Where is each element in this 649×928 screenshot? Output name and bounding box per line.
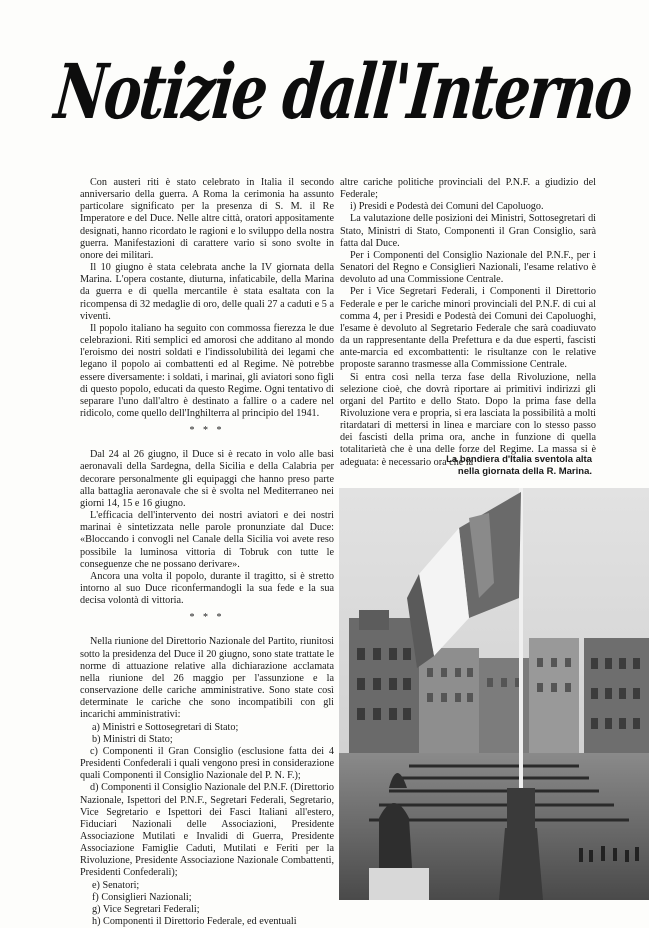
paragraph: altre cariche politiche provinciali del P.N.F. a giudizio del Federale;	[340, 177, 596, 201]
paragraph: Per i Componenti del Consiglio Nazionale del P.N.F., per i Senatori del Regno e Consiglieri Nazionali, l'esame relativo è devoluto ad una Commissione Centrale.	[340, 249, 596, 286]
list-item: g) Vice Segretari Federali;	[92, 903, 200, 915]
right-building	[584, 638, 649, 768]
photo-caption	[400, 454, 592, 477]
paragraph: L'efficacia dell'intervento dei nostri aviatori e dei nostri marinai è sintetizzata nelle parole pronunziate dal Duce: «Bloccando i convogli nel Canale della Sicilia voi avete reso possibile la luminosa vittoria di Tobruk con tutte le conseguenze che ne possano derivare».	[80, 510, 334, 570]
list-item: h) Componenti il Direttorio Federale, ed eventuali	[92, 916, 297, 928]
list-item: b) Ministri di Stato;	[92, 733, 173, 745]
section-separator: * * *	[189, 425, 225, 437]
paragraph: Dal 24 al 26 giugno, il Duce si è recato in volo alle basi aeronavali della Sardegna, della Sicilia e della Calabria per decorare personalmente gli equipaggi che hanno preso parte alla battaglia aeronavale che si è svolta nel Mediterraneo nei giorni 14, 15 e 16 giugno.	[80, 449, 334, 509]
paragraph: Il popolo italiano ha seguito con commossa fierezza le due celebrazioni. Riti semplici ed amorosi che additano al mondo l'eroismo dei nostri soldati e l'indissolubilità dei legami che legano il popolo ai combattenti ed al Regime. Nè potrebbe essere diversamente: i soldati, i marinai, gli aviatori sono figli di questo popolo, educati da questo Regime. Ogni tentativo di separare l'uno dall'altro è destinato a fallire o a cadere nel ridicolo, come quello dell'Inghilterra al principio del 1941.	[80, 322, 334, 419]
left-building	[349, 610, 419, 758]
paragraph: Ancora una volta il popolo, durante il tragitto, si è stretto intorno al suo Duce riconfermandogli la sua fede e la sua decisa volontà di vittoria.	[80, 570, 334, 607]
paragraph: Per i Vice Segretari Federali, i Componenti il Direttorio Federale e per le cariche minori provinciali del P.N.F. di cui al comma 4, per i Presidi e Podestà dei Comuni dei Capoluoghi, l'esame è devoluto al Segretario Federale che sarà coadiuvato da un rappresentante della Prefettura e da due esperti, fascisti ante-marcia ed excombattenti: le risultanze con le relative proposte saranno trasmesse alla Commissione Centrale.	[340, 286, 596, 371]
paragraph: Con austeri riti è stato celebrato in Italia il secondo anniversario della guerra. A Roma la cerimonia ha assunto particolare significato per la presenza di S. M. il Re Imperatore e del Duce. Nelle altre città, oratori appositamente designati, hanno ricordato le ragioni e lo sviluppo della nostra guerra. Manifestazioni di carattere vario si sono svolte in onore dei militari.	[80, 177, 334, 261]
list-item: d) Componenti il Consiglio Nazionale del P.N.F. (Direttorio Nazionale, Ispettori del P.N.F., Segretari Federali, Segretario, Vice Segretario e Ispettori dei Fasci Italiani all'estero, Fiduciari Nazionali delle Associazioni, Presidente Associazione Mutilati e Invalidi di Guerra, Presidente Associazione Famiglie Caduti, Mutilati e Feriti per la Rivoluzione, Presidente Associazione Nazionale Combattenti, Presidenti Confederali);	[80, 782, 334, 879]
caption-line: La bandiera d'Italia sventola alta	[446, 454, 592, 465]
page-title: Notizie dall'Interno	[50, 48, 635, 138]
photo-illustration	[339, 488, 649, 900]
paragraph: Si entra così nella terza fase della Rivoluzione, nella selezione cioè, che dovrà riportare ai primitivi indirizzi gli organi del Partito e dello Stato. Dopo la prima fase della Rivoluzione vera e propria, si era lasciata la possibilità a molti ritardatari di mettersi in linea e marciare con lo stesso passo dei fascisti della prima ora, anche in funzione di quella totalitarietà che è una delle forze del Regime. La massa si è adeguata: è necessario ora che la	[340, 371, 596, 468]
caption-line: nella giornata della R. Marina.	[457, 465, 592, 477]
paragraph: La valutazione delle posizioni dei Ministri, Sottosegretari di Stato, Ministri di Stato, Componenti il Gran Consiglio, sarà fatta dal Duce.	[340, 213, 596, 249]
paragraph: Il 10 giugno è stata celebrata anche la IV giornata della Marina. L'opera costante, diuturna, infaticabile, della Marina da guerra e di quella mercantile è stata esaltata con la ricompensa di 32 medaglie di oro, delle quali 27 a caduti e 5 a viventi.	[80, 262, 334, 322]
photo-flag-ceremony	[339, 488, 649, 900]
list-item: a) Ministri e Sottosegretari di Stato;	[92, 721, 239, 733]
right-column	[340, 177, 596, 469]
left-column	[80, 177, 334, 928]
list-item: e) Senatori;	[92, 879, 140, 891]
list-item: f) Consiglieri Nazionali;	[92, 891, 192, 903]
section-separator: * * *	[189, 612, 225, 624]
list-item: c) Componenti il Gran Consiglio (esclusione fatta dei 4 Presidenti Confederali i quali vengono presi in considerazione quali Componenti il Consiglio Nazionale del P. N. F.);	[80, 745, 334, 782]
paragraph: Nella riunione del Direttorio Nazionale del Partito, riunitosi sotto la presidenza del Duce il 20 giugno, sono state trattate le norme di attuazione relative alla dichiarazione acclamata nella riunione del 26 maggio per l'assunzione e la conservazione delle cariche amministrative. Sono state così determinate le cariche che sono incompatibili con gli incarichi amministrativi:	[80, 636, 334, 721]
list-item: i) Presidi e Podestà dei Comuni del Capoluogo.	[350, 201, 544, 213]
